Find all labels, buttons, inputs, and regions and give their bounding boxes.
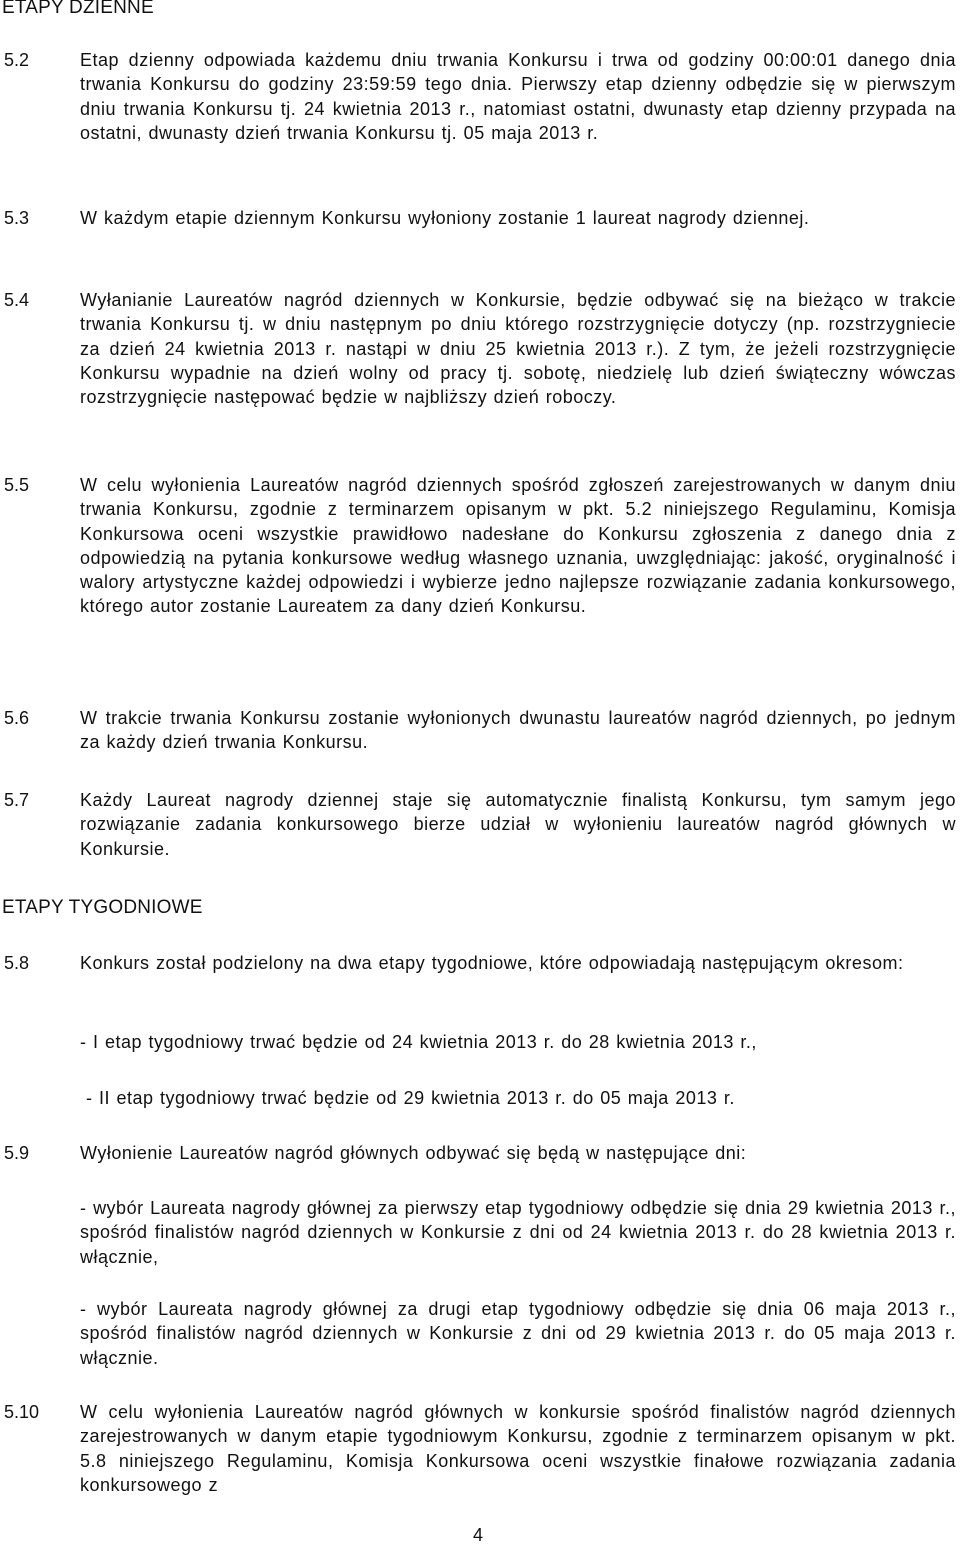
section-text: Wyłanianie Laureatów nagród dziennych w Konkursie, będzie odbywać się na bieżąco w trakcie trwania Konkursu tj. w dniu następnym po dniu którego rozstrzygnięcie dotyczy (np. rozstrzygniecie za dzień 24 kwietnia 2013 r. nastąpi w dniu 25 kwietnia 2013 r.). Z tym, że jeżeli rozstrzygnięcie Konkursu wypadnie na dzień wolny od pracy tj. sobotę, niedzielę lub dzień świąteczny wówczas rozstrzygnięcie następować będzie w najbliższy dzień roboczy. bbox=[80, 290, 956, 408]
section-text: W każdym etapie dziennym Konkursu wyłoniony zostanie 1 laureat nagrody dziennej. bbox=[80, 208, 810, 228]
section-5-8-item-2: - II etap tygodniowy trwać będzie od 29 kwietnia 2013 r. do 05 maja 2013 r. bbox=[86, 1088, 735, 1108]
section-5-8 bbox=[4, 951, 956, 975]
section-5-10 bbox=[4, 1400, 956, 1497]
section-number: 5.4 bbox=[4, 290, 30, 310]
section-number: 5.10 bbox=[4, 1402, 40, 1422]
section-text: Wyłonienie Laureatów nagród głównych odbywać się będą w następujące dni: bbox=[80, 1143, 747, 1163]
section-number: 5.5 bbox=[4, 475, 30, 495]
section-number: 5.9 bbox=[4, 1143, 30, 1163]
section-text: Etap dzienny odpowiada każdemu dniu trwania Konkursu i trwa od godziny 00:00:01 danego dnia trwania Konkursu do godziny 23:59:59 tego dnia. Pierwszy etap dzienny odbędzie się w pierwszym dniu trwania Konkursu tj. 24 kwietnia 2013 r., natomiast ostatni, dwunasty etap dzienny przypada na ostatni, dwunasty dzień trwania Konkursu tj. 05 maja 2013 r. bbox=[80, 50, 956, 143]
section-5-9 bbox=[4, 1141, 956, 1165]
section-5-8-item-1: - I etap tygodniowy trwać będzie od 24 kwietnia 2013 r. do 28 kwietnia 2013 r., bbox=[80, 1032, 757, 1052]
section-number: 5.8 bbox=[4, 953, 30, 973]
section-5-3 bbox=[4, 206, 956, 230]
section-text: W celu wyłonienia Laureatów nagród dziennych spośród zgłoszeń zarejestrowanych w danym dniu trwania Konkursu, zgodnie z terminarzem opisanym w pkt. 5.2 niniejszego Regulaminu, Komisja Konkursowa oceni wszystkie prawidłowo nadesłane do Konkursu zgłoszenia z danego dnia z odpowiedzią na pytania konkursowe według własnego uznania, uwzględniając: jakość, oryginalność i walory artystyczne każdej odpowiedzi i wybierze jedno najlepsze rozwiązanie zadania konkursowego, którego autor zostanie Laureatem za dany dzień Konkursu. bbox=[80, 475, 956, 617]
section-number: 5.2 bbox=[4, 50, 30, 70]
section-5-9-item-1: - wybór Laureata nagrody głównej za pierwszy etap tygodniowy odbędzie się dnia 29 kwietnia 2013 r., spośród finalistów nagród dziennych w Konkursie z dni od 24 kwietnia 2013 r. do 28 kwietnia 2013 r. włącznie, bbox=[80, 1198, 956, 1267]
section-5-9-item-2: - wybór Laureata nagrody głównej za drugi etap tygodniowy odbędzie się dnia 06 maja 2013 r., spośród finalistów nagród dziennych w Konkursie z dni od 29 kwietnia 2013 r. do 05 maja 2013 r. włącznie. bbox=[80, 1299, 956, 1368]
section-5-4 bbox=[4, 288, 956, 409]
section-number: 5.3 bbox=[4, 208, 30, 228]
heading-daily-stages: ETAPY DZIENNE bbox=[2, 0, 154, 18]
section-text: Konkurs został podzielony na dwa etapy tygodniowe, które odpowiadają następującym okresom: bbox=[80, 953, 904, 973]
section-5-2 bbox=[4, 48, 956, 145]
section-number: 5.6 bbox=[4, 708, 30, 728]
heading-weekly-stages: ETAPY TYGODNIOWE bbox=[2, 897, 203, 918]
section-text: Każdy Laureat nagrody dziennej staje się automatycznie finalistą Konkursu, tym samym jego rozwiązanie zadania konkursowego bierze udział w wyłonieniu laureatów nagród głównych w Konkursie. bbox=[80, 790, 956, 859]
page-number: 4 bbox=[473, 1525, 484, 1545]
section-5-5 bbox=[4, 473, 956, 619]
section-text: W celu wyłonienia Laureatów nagród głównych w konkursie spośród finalistów nagród dziennych zarejestrowanych w danym etapie tygodniowym Konkursu, zgodnie z terminarzem opisanym w pkt. 5.8 niniejszego Regulaminu, Komisja Konkursowa oceni wszystkie finałowe rozwiązania zadania konkursowego z bbox=[80, 1402, 956, 1495]
section-5-6 bbox=[4, 706, 956, 755]
section-number: 5.7 bbox=[4, 790, 30, 810]
section-5-7 bbox=[4, 788, 956, 861]
section-text: W trakcie trwania Konkursu zostanie wyłonionych dwunastu laureatów nagród dziennych, po jednym za każdy dzień trwania Konkursu. bbox=[80, 708, 956, 753]
